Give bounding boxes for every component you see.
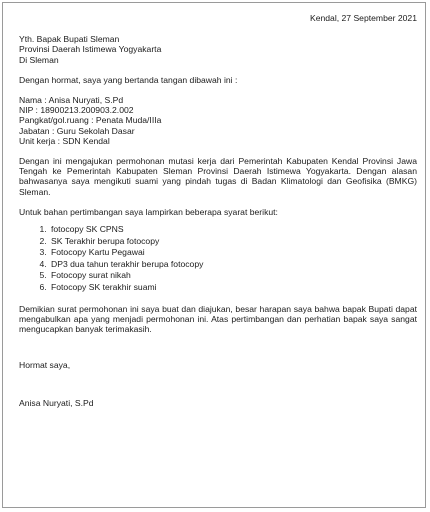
closing-paragraph: Demikian surat permohonan ini saya buat dan diajukan, besar harapan saya bahwa bapak Bupati dapat mengabulkan apa yang menjadi permohonan ini. Atas pertimbangan dan perhatian bapak saya sangat mengucapkan banyak terimakasih. (19, 303, 417, 335)
list-item: 4. DP3 dua tahun terakhir berupa fotocopy (49, 259, 417, 271)
recipient-line: Provinsi Daerah Istimewa Yogyakarta (19, 44, 162, 55)
body-paragraph: Dengan ini mengajukan permohonan mutasi kerja dari Pemerintah Kabupaten Kendal Provinsi Jawa Tengah ke Pemerintah Kabupaten Sleman Provinsi Daerah Istimewa Yogyakarta. Dengan alasan bahwasanya saya mengikuti suami yang pindah tugas di Badan Klimatologi dan Geofisika (BMKG) Sleman. (19, 156, 417, 197)
recipient-line: Di Sleman (19, 54, 59, 65)
list-item: 6. Fotocopy SK terakhir suami (49, 282, 417, 294)
list-item: 5. Fotocopy surat nikah (49, 270, 417, 282)
recipient-block (19, 34, 417, 65)
greeting: Dengan hormat, saya yang bertanda tangan dibawah ini : (19, 74, 238, 85)
identity-line: Jabatan : Guru Sekolah Dasar (19, 125, 135, 136)
list-item: 1. fotocopy SK CPNS (49, 224, 417, 236)
letter-page (2, 2, 426, 508)
identity-block (19, 95, 417, 146)
list-item: 3. Fotocopy Kartu Pegawai (49, 247, 417, 259)
identity-line: Pangkat/gol.ruang : Penata Muda/IIIa (19, 115, 162, 126)
recipient-line: Yth. Bapak Bupati Sleman (19, 34, 120, 45)
letter-date: Kendal, 27 September 2021 (309, 13, 417, 23)
attachment-intro: Untuk bahan pertimbangan saya lampirkan beberapa syarat berikut: (19, 206, 278, 217)
requirements-list (19, 224, 417, 294)
list-item: 2. SK Terakhir berupa fotocopy (49, 236, 417, 248)
identity-line: Nama : Anisa Nuryati, S.Pd (19, 95, 124, 106)
signature-name: Anisa Nuryati, S.Pd (19, 398, 94, 409)
identity-line: Unit kerja : SDN Kendal (19, 135, 110, 146)
identity-line: NIP : 18900213.200903.2.002 (19, 105, 134, 116)
closing-salutation: Hormat saya, (19, 360, 71, 371)
letter-body (19, 13, 417, 409)
